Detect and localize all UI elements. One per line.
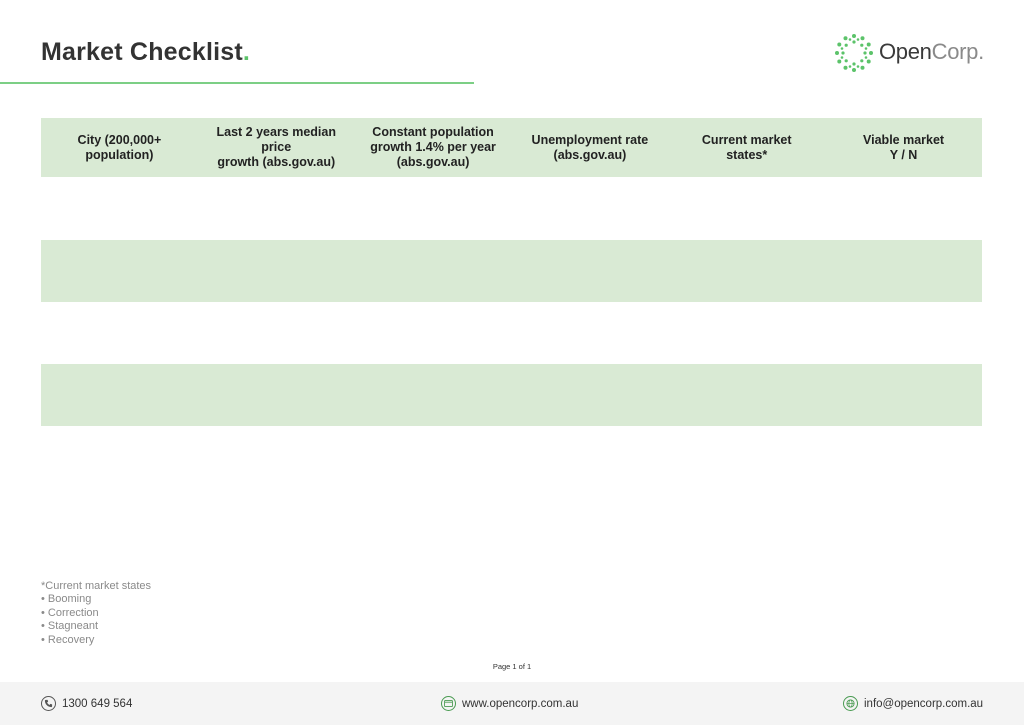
- note-item-correction: • Correction: [41, 606, 99, 619]
- table-cell[interactable]: [41, 364, 198, 426]
- table-cell[interactable]: [198, 302, 355, 364]
- footer-bar: [0, 682, 1024, 725]
- table-cell[interactable]: [825, 178, 982, 240]
- note-item-recovery: • Recovery: [41, 633, 95, 646]
- column-header-population-growth: Constant population growth 1.4% per year (abs.gov.au): [370, 125, 496, 169]
- phone-icon: [41, 696, 56, 711]
- table-row[interactable]: [41, 302, 982, 364]
- page-title: [41, 38, 250, 67]
- table-cell[interactable]: [668, 364, 825, 426]
- logo-wordmark-bold: Open: [879, 39, 932, 64]
- table-cell[interactable]: [825, 364, 982, 426]
- table-cell[interactable]: [511, 364, 668, 426]
- opencorp-logo: [834, 33, 994, 73]
- logo-wordmark-light: Corp.: [931, 39, 984, 64]
- table-cell[interactable]: [198, 364, 355, 426]
- title-underline: [0, 82, 474, 84]
- title-dot: .: [242, 38, 251, 66]
- table-cell[interactable]: [355, 240, 512, 302]
- column-header-viable-market: Viable market Y / N: [863, 132, 945, 162]
- table-cell[interactable]: [198, 178, 355, 240]
- column-header-unemployment-rate: Unemployment rate (abs.gov.au): [531, 132, 649, 162]
- footer-email-text: info@opencorp.com.au: [864, 697, 984, 710]
- table-cell[interactable]: [511, 240, 668, 302]
- opencorp-logo-icon: [834, 33, 874, 73]
- logo-wordmark: [879, 39, 984, 65]
- column-header-city: City (200,000+ population): [77, 132, 162, 162]
- table-cell[interactable]: [668, 302, 825, 364]
- table-cell[interactable]: [41, 240, 198, 302]
- footer-email[interactable]: [843, 682, 983, 725]
- footer-website[interactable]: [441, 682, 578, 725]
- market-states-notes: [41, 580, 151, 647]
- market-checklist-table: [41, 118, 982, 426]
- table-row[interactable]: [41, 178, 982, 240]
- table-cell[interactable]: [41, 178, 198, 240]
- table-cell[interactable]: [355, 178, 512, 240]
- notes-heading: *Current market states: [41, 580, 152, 592]
- footer-website-text: www.opencorp.com.au: [462, 697, 579, 710]
- table-cell[interactable]: [355, 302, 512, 364]
- page-title-text: Market Checklist: [41, 38, 243, 66]
- table-cell[interactable]: [668, 178, 825, 240]
- table-cell[interactable]: [511, 302, 668, 364]
- web-icon: [441, 696, 456, 711]
- table-row[interactable]: [41, 240, 982, 302]
- column-header-median-price-growth: Last 2 years median price growth (abs.gov.au): [216, 125, 336, 169]
- table-cell[interactable]: [355, 364, 512, 426]
- table-cell[interactable]: [198, 240, 355, 302]
- table-cell[interactable]: [825, 240, 982, 302]
- table-cell[interactable]: [668, 240, 825, 302]
- table-row[interactable]: [41, 364, 982, 426]
- footer-phone-text: 1300 649 564: [62, 697, 133, 710]
- page-number: Page 1 of 1: [492, 662, 532, 671]
- column-header-market-states: Current market states*: [701, 132, 792, 162]
- footer-phone[interactable]: [41, 682, 132, 725]
- globe-icon: [843, 696, 858, 711]
- table-header-row: [41, 118, 982, 177]
- table-cell[interactable]: [41, 302, 198, 364]
- table-cell[interactable]: [825, 302, 982, 364]
- note-item-stagneant: • Stagneant: [41, 620, 99, 633]
- note-item-booming: • Booming: [41, 593, 92, 606]
- table-cell[interactable]: [511, 178, 668, 240]
